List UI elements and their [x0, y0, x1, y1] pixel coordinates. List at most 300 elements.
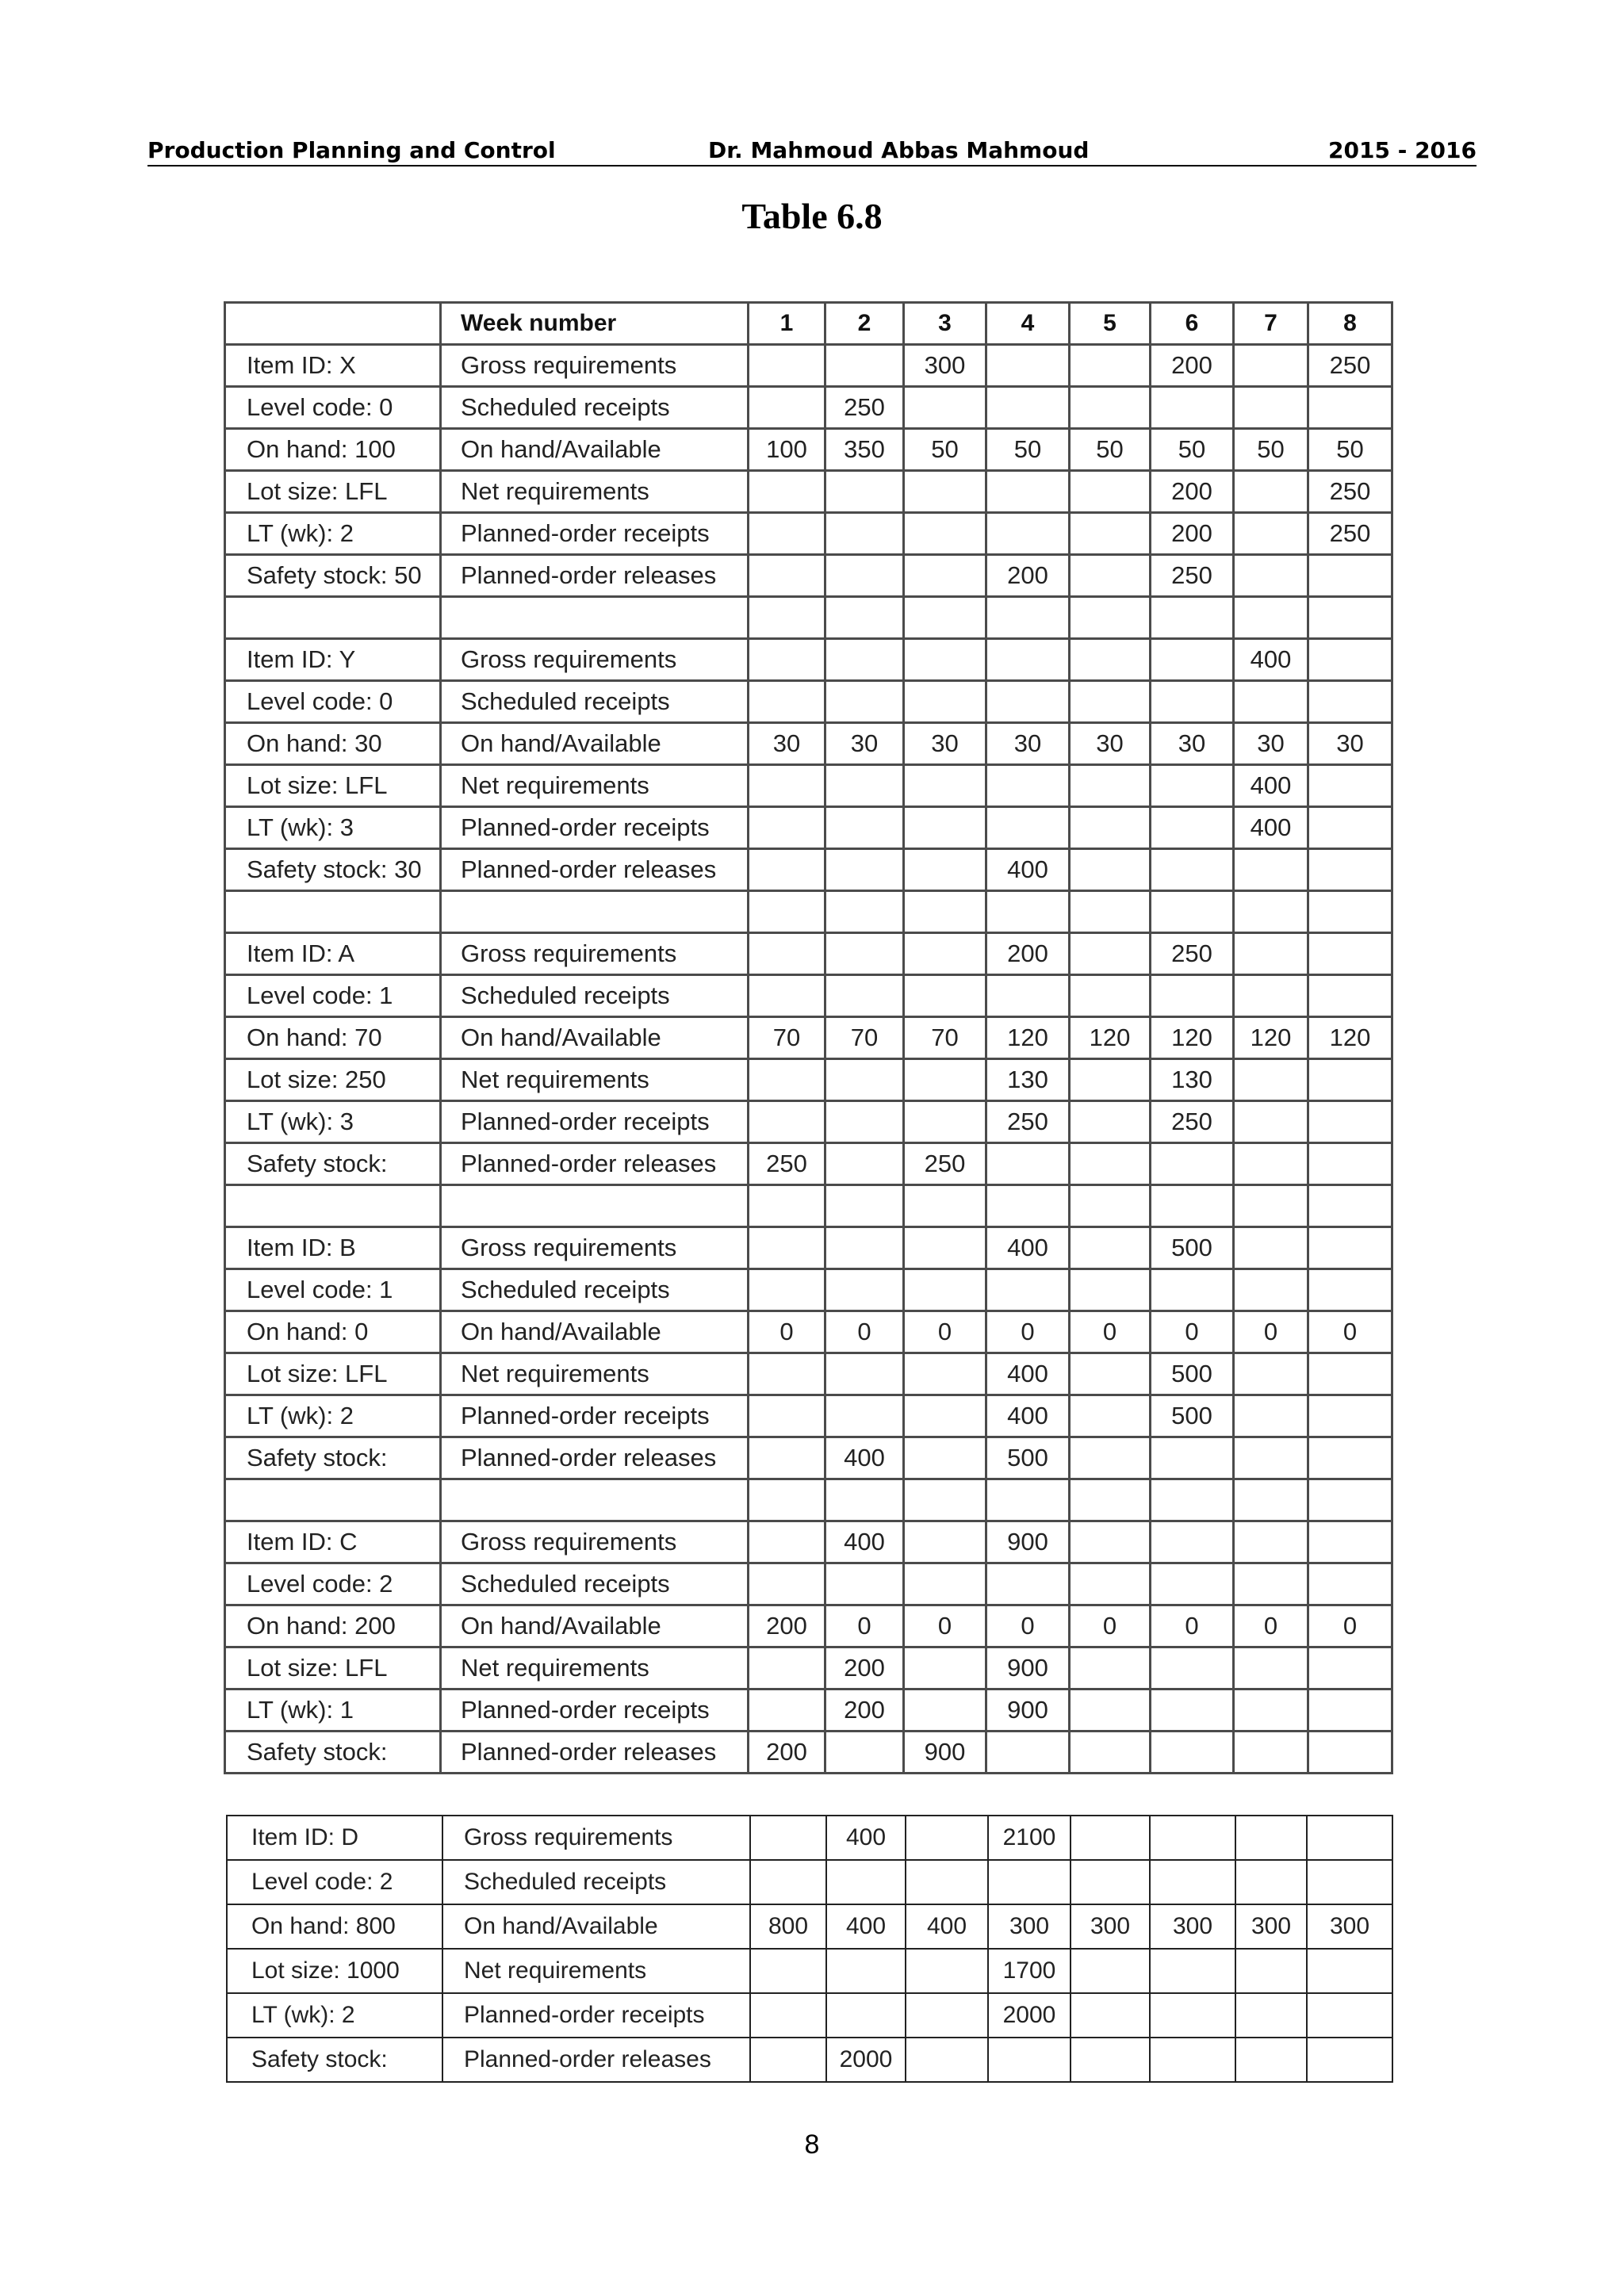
week-value-cell: 300: [988, 1904, 1071, 1949]
empty-cell: [986, 597, 1070, 639]
week-value-cell: 900: [904, 1732, 986, 1774]
table-row: [225, 1353, 1392, 1395]
item-attribute-label: Item ID: B: [225, 1227, 441, 1269]
week-value-cell: 200: [986, 933, 1070, 975]
week-value-cell: 400: [825, 1437, 904, 1479]
week-value-cell: [1070, 387, 1151, 429]
week-value-cell: [904, 387, 986, 429]
row-type-label: Scheduled receipts: [441, 387, 749, 429]
week-value-cell: [986, 1732, 1070, 1774]
week-value-cell: [1151, 1689, 1234, 1732]
week-value-cell: 250: [1308, 513, 1392, 555]
row-type-label: Scheduled receipts: [441, 1269, 749, 1311]
week-value-cell: 250: [1308, 471, 1392, 513]
week-value-cell: 500: [1151, 1395, 1234, 1437]
item-attribute-label: Safety stock:: [227, 2038, 442, 2082]
week-value-cell: 300: [1071, 1904, 1150, 1949]
week-value-cell: [1070, 1353, 1151, 1395]
table-row: [225, 1732, 1392, 1774]
row-type-label: Net requirements: [441, 1059, 749, 1101]
empty-cell: [225, 891, 441, 933]
week-value-cell: [749, 471, 825, 513]
week-value-cell: 0: [1308, 1605, 1392, 1647]
week-value-cell: [904, 849, 986, 891]
week-value-cell: [904, 1269, 986, 1311]
week-value-cell: [825, 345, 904, 387]
week-header-row: [225, 303, 1392, 345]
table-row: [225, 975, 1392, 1017]
week-value-cell: [750, 1816, 826, 1860]
mrp-table-item-d: [226, 1815, 1393, 2083]
week-value-cell: [904, 975, 986, 1017]
week-value-cell: [1308, 1353, 1392, 1395]
table-row: [225, 1269, 1392, 1311]
week-value-cell: 130: [986, 1059, 1070, 1101]
week-value-cell: [1150, 1816, 1235, 1860]
week-value-cell: [1307, 1860, 1392, 1904]
week-value-cell: 500: [986, 1437, 1070, 1479]
table-row: [225, 1059, 1392, 1101]
table-row: [225, 1311, 1392, 1353]
empty-cell: [904, 1479, 986, 1521]
week-value-cell: [1234, 345, 1308, 387]
week-value-cell: [1234, 1269, 1308, 1311]
week-value-cell: [904, 1059, 986, 1101]
week-value-cell: 50: [904, 429, 986, 471]
week-value-cell: [1151, 765, 1234, 807]
week-value-cell: [986, 1143, 1070, 1185]
week-value-cell: 400: [986, 1227, 1070, 1269]
item-attribute-label: Safety stock:: [225, 1143, 441, 1185]
week-value-cell: [1308, 639, 1392, 681]
week-value-cell: 50: [1308, 429, 1392, 471]
week-value-cell: [986, 765, 1070, 807]
table-row: [225, 1647, 1392, 1689]
week-value-cell: [1071, 1816, 1150, 1860]
week-value-cell: [904, 765, 986, 807]
empty-cell: [1308, 1479, 1392, 1521]
week-value-cell: [749, 933, 825, 975]
week-value-cell: 120: [1151, 1017, 1234, 1059]
item-attribute-label: Item ID: X: [225, 345, 441, 387]
week-value-cell: [825, 1563, 904, 1605]
empty-cell: [441, 1479, 749, 1521]
week-value-cell: [986, 345, 1070, 387]
week-value-cell: [1308, 1732, 1392, 1774]
row-type-label: Gross requirements: [441, 1227, 749, 1269]
week-value-cell: [825, 849, 904, 891]
week-value-cell: [1308, 1437, 1392, 1479]
week-value-cell: [749, 1647, 825, 1689]
week-value-cell: [1070, 849, 1151, 891]
week-value-cell: [904, 1227, 986, 1269]
week-value-cell: 2100: [988, 1816, 1071, 1860]
week-value-cell: [1308, 1647, 1392, 1689]
week-value-cell: [1234, 975, 1308, 1017]
week-value-cell: [1234, 1437, 1308, 1479]
item-attribute-label: On hand: 100: [225, 429, 441, 471]
week-value-cell: [749, 639, 825, 681]
week-value-cell: 120: [1070, 1017, 1151, 1059]
table-row: [225, 1143, 1392, 1185]
row-type-label: Gross requirements: [442, 1816, 750, 1860]
week-value-cell: [826, 1949, 906, 1993]
week-value-cell: [1234, 1395, 1308, 1437]
row-type-label: On hand/Available: [441, 1017, 749, 1059]
week-value-cell: 70: [825, 1017, 904, 1059]
week-value-cell: [1308, 1269, 1392, 1311]
week-value-cell: [1234, 1647, 1308, 1689]
week-number-header: 3: [904, 303, 986, 345]
table-row: [227, 1860, 1392, 1904]
item-separator-row: [225, 1479, 1392, 1521]
week-value-cell: 250: [986, 1101, 1070, 1143]
week-number-header: 5: [1070, 303, 1151, 345]
week-value-cell: [904, 1689, 986, 1732]
week-value-cell: 50: [1070, 429, 1151, 471]
week-value-cell: [986, 1269, 1070, 1311]
week-value-cell: 2000: [988, 1993, 1071, 2038]
page-header: [147, 133, 1477, 166]
table-row: [225, 471, 1392, 513]
empty-cell: [1070, 1479, 1151, 1521]
empty-cell: [986, 1479, 1070, 1521]
week-value-cell: [1070, 1647, 1151, 1689]
week-value-cell: 200: [749, 1732, 825, 1774]
week-value-cell: 0: [1308, 1311, 1392, 1353]
item-attribute-label: LT (wk): 3: [225, 807, 441, 849]
empty-cell: [1070, 1185, 1151, 1227]
week-value-cell: 200: [1151, 471, 1234, 513]
item-attribute-label: Lot size: LFL: [225, 1353, 441, 1395]
item-attribute-label: Level code: 0: [225, 387, 441, 429]
week-value-cell: 100: [749, 429, 825, 471]
week-value-cell: [904, 1647, 986, 1689]
week-value-cell: [986, 639, 1070, 681]
week-value-cell: [1308, 1227, 1392, 1269]
item-attribute-label: Lot size: 250: [225, 1059, 441, 1101]
week-value-cell: [1235, 1860, 1307, 1904]
week-value-cell: 250: [1151, 555, 1234, 597]
table-row: [225, 933, 1392, 975]
week-value-cell: [1070, 555, 1151, 597]
table-row: [225, 681, 1392, 723]
item-attribute-label: LT (wk): 1: [225, 1689, 441, 1732]
item-attribute-label: LT (wk): 2: [227, 1993, 442, 2038]
table-row: [225, 1227, 1392, 1269]
table-row: [225, 345, 1392, 387]
item-separator-row: [225, 597, 1392, 639]
week-value-cell: [749, 513, 825, 555]
week-value-cell: 30: [1151, 723, 1234, 765]
empty-cell: [1151, 1185, 1234, 1227]
week-value-cell: [1307, 1816, 1392, 1860]
week-value-cell: 400: [1234, 639, 1308, 681]
week-value-cell: 200: [1151, 345, 1234, 387]
week-value-cell: [825, 1353, 904, 1395]
week-value-cell: [825, 555, 904, 597]
week-value-cell: [1070, 1732, 1151, 1774]
item-attribute-label: Item ID: D: [227, 1816, 442, 1860]
week-value-cell: [1308, 807, 1392, 849]
week-value-cell: [1308, 1059, 1392, 1101]
week-number-header: 6: [1151, 303, 1234, 345]
week-value-cell: [906, 1816, 988, 1860]
row-type-label: Scheduled receipts: [441, 975, 749, 1017]
empty-cell: [986, 1185, 1070, 1227]
week-number-header: 4: [986, 303, 1070, 345]
row-type-label: Planned-order releases: [441, 1143, 749, 1185]
item-attribute-label: Lot size: LFL: [225, 1647, 441, 1689]
week-value-cell: 400: [1234, 807, 1308, 849]
row-type-label: Planned-order receipts: [441, 1689, 749, 1732]
week-value-cell: [1308, 681, 1392, 723]
week-value-cell: [825, 933, 904, 975]
week-value-cell: [825, 1143, 904, 1185]
week-value-cell: [749, 555, 825, 597]
empty-cell: [749, 597, 825, 639]
table-row: [225, 639, 1392, 681]
table-row: [227, 1816, 1392, 1860]
table-row: [225, 807, 1392, 849]
row-type-label: Gross requirements: [441, 345, 749, 387]
empty-cell: [825, 1479, 904, 1521]
week-value-cell: [825, 681, 904, 723]
week-value-cell: [986, 513, 1070, 555]
week-value-cell: [1150, 1949, 1235, 1993]
week-value-cell: [904, 1395, 986, 1437]
week-value-cell: [825, 639, 904, 681]
row-type-label: Scheduled receipts: [442, 1860, 750, 1904]
week-value-cell: 250: [825, 387, 904, 429]
table-row: [227, 1904, 1392, 1949]
table-row: [225, 555, 1392, 597]
week-value-cell: [1308, 975, 1392, 1017]
week-value-cell: [1308, 1143, 1392, 1185]
week-value-cell: 200: [825, 1689, 904, 1732]
week-value-cell: [825, 1395, 904, 1437]
week-value-cell: 0: [749, 1311, 825, 1353]
week-value-cell: [826, 1860, 906, 1904]
week-value-cell: 30: [986, 723, 1070, 765]
week-number-header: 1: [749, 303, 825, 345]
week-value-cell: 250: [749, 1143, 825, 1185]
week-value-cell: 2000: [826, 2038, 906, 2082]
empty-cell: [225, 1479, 441, 1521]
week-value-cell: [749, 1563, 825, 1605]
item-attribute-label: Level code: 1: [225, 1269, 441, 1311]
week-value-cell: [1234, 1059, 1308, 1101]
week-value-cell: [1234, 1227, 1308, 1269]
week-value-cell: 0: [1151, 1605, 1234, 1647]
week-value-cell: 250: [1308, 345, 1392, 387]
row-type-label: Net requirements: [441, 1353, 749, 1395]
table-row: [225, 1395, 1392, 1437]
week-value-cell: 120: [986, 1017, 1070, 1059]
week-value-cell: [1151, 681, 1234, 723]
week-value-cell: 0: [825, 1605, 904, 1647]
item-attribute-label: Level code: 0: [225, 681, 441, 723]
row-type-label: On hand/Available: [441, 1605, 749, 1647]
row-type-label: Net requirements: [441, 471, 749, 513]
empty-cell: [904, 597, 986, 639]
week-value-cell: 800: [750, 1904, 826, 1949]
week-number-label: Week number: [441, 303, 749, 345]
week-value-cell: [1308, 1689, 1392, 1732]
header-blank-cell: [225, 303, 441, 345]
week-value-cell: [1070, 681, 1151, 723]
week-value-cell: [825, 471, 904, 513]
week-value-cell: 30: [904, 723, 986, 765]
row-type-label: Planned-order receipts: [442, 1993, 750, 2038]
week-value-cell: [1151, 1563, 1234, 1605]
empty-cell: [441, 1185, 749, 1227]
week-value-cell: [1234, 555, 1308, 597]
empty-cell: [749, 891, 825, 933]
week-value-cell: [1070, 513, 1151, 555]
week-value-cell: [749, 975, 825, 1017]
week-value-cell: [986, 807, 1070, 849]
week-value-cell: [1151, 1143, 1234, 1185]
week-value-cell: [1234, 1563, 1308, 1605]
week-value-cell: [825, 975, 904, 1017]
item-separator-row: [225, 891, 1392, 933]
week-value-cell: 70: [749, 1017, 825, 1059]
week-value-cell: [1308, 1101, 1392, 1143]
item-attribute-label: On hand: 30: [225, 723, 441, 765]
week-value-cell: [749, 849, 825, 891]
week-value-cell: [1234, 933, 1308, 975]
table-row: [225, 1017, 1392, 1059]
week-value-cell: [986, 387, 1070, 429]
row-type-label: On hand/Available: [442, 1904, 750, 1949]
item-attribute-label: On hand: 0: [225, 1311, 441, 1353]
item-attribute-label: Item ID: A: [225, 933, 441, 975]
week-value-cell: [1308, 933, 1392, 975]
week-value-cell: 400: [1234, 765, 1308, 807]
week-value-cell: [825, 765, 904, 807]
item-attribute-label: LT (wk): 2: [225, 1395, 441, 1437]
week-value-cell: [986, 975, 1070, 1017]
week-value-cell: 0: [986, 1311, 1070, 1353]
week-number-header: 2: [825, 303, 904, 345]
week-value-cell: 130: [1151, 1059, 1234, 1101]
week-value-cell: [749, 1059, 825, 1101]
week-value-cell: [1071, 1860, 1150, 1904]
week-value-cell: [749, 681, 825, 723]
week-value-cell: [1150, 2038, 1235, 2082]
week-value-cell: [749, 1689, 825, 1732]
empty-cell: [1070, 597, 1151, 639]
week-value-cell: 200: [1151, 513, 1234, 555]
table-row: [227, 1949, 1392, 1993]
week-value-cell: [1234, 681, 1308, 723]
week-value-cell: [1070, 345, 1151, 387]
week-value-cell: 30: [825, 723, 904, 765]
week-value-cell: 50: [1234, 429, 1308, 471]
row-type-label: Planned-order receipts: [441, 1395, 749, 1437]
item-attribute-label: On hand: 200: [225, 1605, 441, 1647]
week-value-cell: [749, 765, 825, 807]
week-value-cell: [749, 1101, 825, 1143]
empty-cell: [1308, 597, 1392, 639]
week-value-cell: [825, 807, 904, 849]
week-value-cell: [904, 1563, 986, 1605]
item-attribute-label: LT (wk): 2: [225, 513, 441, 555]
table-row: [225, 765, 1392, 807]
row-type-label: Gross requirements: [441, 639, 749, 681]
row-type-label: On hand/Available: [441, 1311, 749, 1353]
week-value-cell: [1307, 2038, 1392, 2082]
week-value-cell: [1071, 1993, 1150, 2038]
week-value-cell: [1070, 1437, 1151, 1479]
week-value-cell: [749, 807, 825, 849]
week-value-cell: [906, 1993, 988, 2038]
week-value-cell: 400: [826, 1904, 906, 1949]
week-value-cell: [1308, 1563, 1392, 1605]
week-value-cell: 900: [986, 1689, 1070, 1732]
table-row: [225, 849, 1392, 891]
week-value-cell: [750, 1993, 826, 2038]
row-type-label: Planned-order receipts: [441, 807, 749, 849]
week-value-cell: 120: [1234, 1017, 1308, 1059]
week-value-cell: 500: [1151, 1353, 1234, 1395]
week-value-cell: [825, 1059, 904, 1101]
week-value-cell: [1070, 807, 1151, 849]
week-value-cell: [1234, 1101, 1308, 1143]
week-value-cell: [1234, 1689, 1308, 1732]
week-value-cell: 900: [986, 1521, 1070, 1563]
table-row: [225, 1437, 1392, 1479]
week-value-cell: [904, 1521, 986, 1563]
empty-cell: [825, 891, 904, 933]
table-row: [225, 1101, 1392, 1143]
table-title: Table 6.8: [741, 196, 883, 236]
item-attribute-label: On hand: 70: [225, 1017, 441, 1059]
week-value-cell: [1071, 1949, 1150, 1993]
week-value-cell: [749, 387, 825, 429]
table-row: [225, 1689, 1392, 1732]
week-value-cell: [906, 2038, 988, 2082]
week-value-cell: [825, 1269, 904, 1311]
empty-cell: [225, 1185, 441, 1227]
week-value-cell: [826, 1993, 906, 2038]
week-value-cell: [1151, 1269, 1234, 1311]
header-author: Dr. Mahmoud Abbas Mahmoud: [708, 137, 1090, 163]
week-value-cell: [1071, 2038, 1150, 2082]
empty-cell: [825, 1185, 904, 1227]
week-value-cell: [986, 681, 1070, 723]
empty-cell: [1234, 597, 1308, 639]
week-number-header: 7: [1234, 303, 1308, 345]
week-value-cell: [904, 639, 986, 681]
empty-cell: [986, 891, 1070, 933]
empty-cell: [1234, 891, 1308, 933]
week-value-cell: 70: [904, 1017, 986, 1059]
item-attribute-label: Safety stock: 50: [225, 555, 441, 597]
week-value-cell: 0: [825, 1311, 904, 1353]
week-value-cell: [1151, 639, 1234, 681]
week-value-cell: [1070, 471, 1151, 513]
item-attribute-label: Item ID: Y: [225, 639, 441, 681]
week-value-cell: [1151, 975, 1234, 1017]
week-value-cell: [1307, 1993, 1392, 2038]
item-attribute-label: Lot size: LFL: [225, 471, 441, 513]
week-value-cell: [749, 1353, 825, 1395]
week-value-cell: 200: [986, 555, 1070, 597]
week-value-cell: [749, 1521, 825, 1563]
week-value-cell: [1234, 1732, 1308, 1774]
